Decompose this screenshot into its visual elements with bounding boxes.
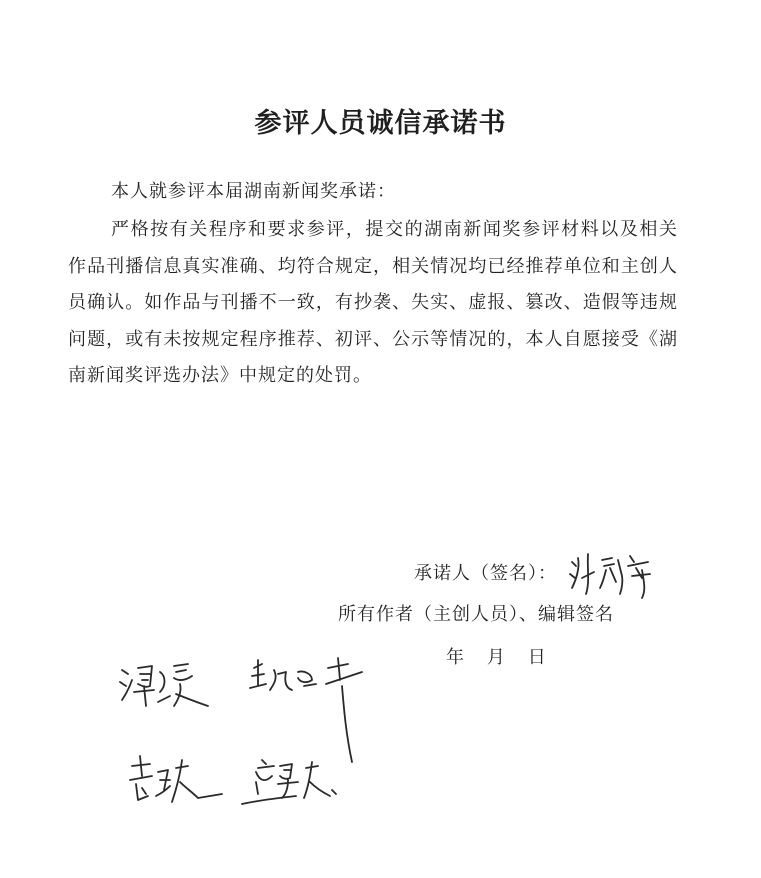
promisor-label: 承诺人（签名）： — [414, 563, 557, 584]
authors-editors-label: 所有作者（主创人员）、编辑签名 — [338, 604, 614, 625]
date-label: 年 月 日 — [446, 647, 546, 668]
commitment-paragraph: 严格按有关程序和要求参评，提交的湖南新闻奖参评材料以及相关作品刊播信息真实准确、均符合规定，相关情况均已经推荐单位和主创人员确认。如作品与刊播不一致，有抄袭、失实、虚报、篡改、造假等违规问题，或有未按规定程序推荐、初评、公示等情况的，本人自愿接受《湖南新闻奖评选办法》中规定的处罚。 — [68, 219, 678, 386]
intro-line: 本人就参评本届湖南新闻奖承诺： — [111, 181, 396, 202]
document-title: 参评人员诚信承诺书 — [254, 108, 507, 139]
author-signature-1 — [116, 656, 220, 714]
promisor-signature — [566, 548, 662, 600]
author-signature-2 — [242, 650, 368, 768]
author-signature-3 — [124, 750, 228, 814]
author-signature-4 — [236, 752, 342, 812]
